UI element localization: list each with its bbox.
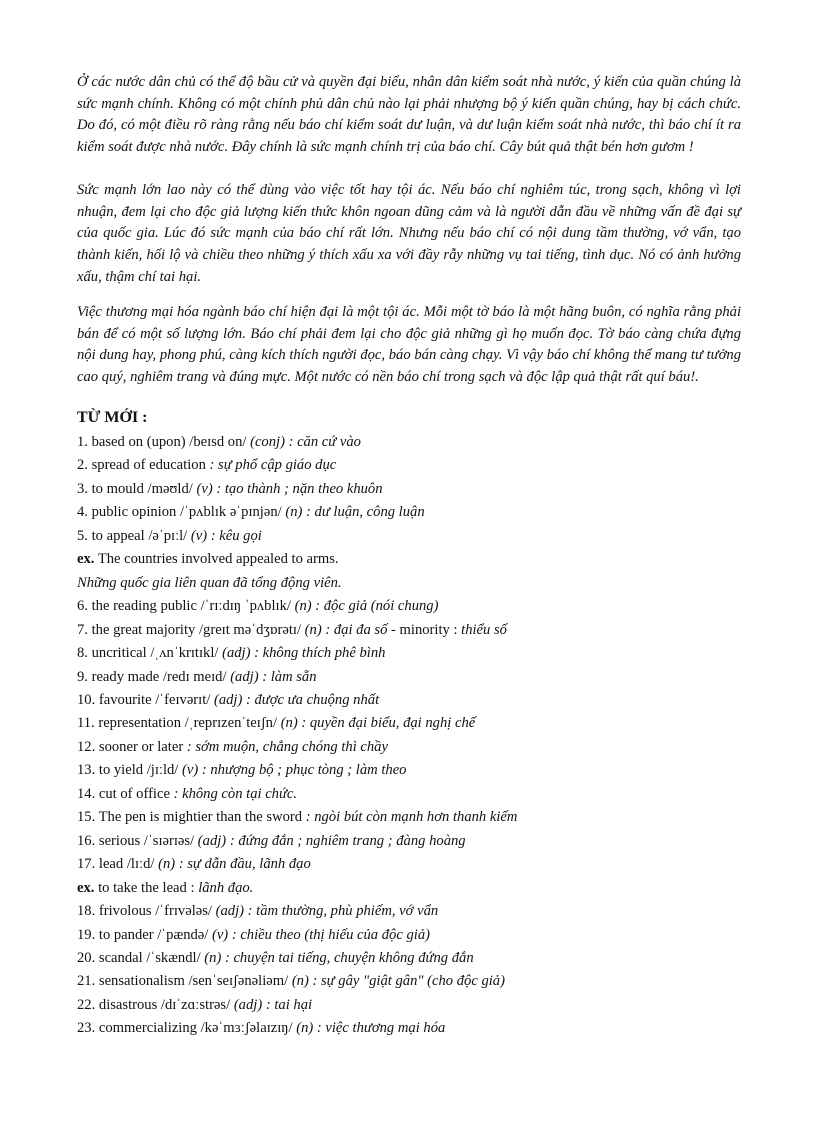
vocab-meaning: (n) : dư luận, công luận: [285, 504, 425, 521]
vocab-term: 6. the reading public /ˈrɪːdɪŋ ˈpʌblɪk/: [77, 598, 295, 615]
example-meaning: Những quốc gia liên quan đã tổng động viên.: [77, 574, 342, 591]
vocab-item: [77, 947, 757, 970]
vocab-meaning: (adj) : không thích phê bình: [222, 645, 386, 662]
vocab-item: [77, 501, 757, 524]
vocab-term: 10. favourite /ˈfeɪvərɪt/: [77, 691, 214, 708]
vocab-item: [77, 689, 757, 712]
vocab-term: 2. spread of education: [77, 457, 210, 474]
vocab-term: 4. public opinion /ˈpʌblɪk əˈpɪnjən/: [77, 504, 286, 521]
vocab-term: 8. uncritical /ˌʌnˈkrɪtɪkl/: [77, 645, 223, 662]
vocab-term: 9. ready made /redɪ meɪd/: [77, 668, 231, 685]
example-sentence: to take the lead :: [94, 879, 199, 896]
vocab-meaning: (v) : nhượng bộ ; phục tòng ; làm theo: [182, 762, 407, 779]
vocab-meaning: (n) : quyền đại biểu, đại nghị chế: [280, 715, 476, 732]
vocab-item: [77, 759, 757, 782]
vocabulary-heading: TỪ MỚI :: [77, 409, 148, 426]
vocab-meaning: : sự phổ cập giáo dục: [209, 457, 337, 474]
vocab-item: [77, 712, 757, 735]
vocab-meaning: : sớm muộn, chẳng chóng thì chầy: [186, 738, 388, 755]
vocab-item: [77, 994, 757, 1017]
vocab-term: 3. to mould /məʊld/: [77, 480, 197, 497]
vocab-term: 21. sensationalism /senˈseɪʃənəliəm/: [77, 973, 292, 990]
vocab-term: 20. scandal /ˈskændl/: [77, 949, 205, 966]
vocab-item: [77, 783, 757, 806]
vocab-meaning: : không còn tại chức.: [173, 785, 298, 802]
vocab-item: [77, 806, 757, 829]
vocab-item: [77, 454, 757, 477]
vocab-item: [77, 1017, 757, 1040]
example-sentence: The countries involved appealed to arms.: [94, 551, 339, 568]
vocab-item: [77, 431, 757, 454]
example-line: [77, 877, 757, 900]
vocab-term: 22. disastrous /dɪˈzɑːstrəs/: [77, 996, 234, 1013]
vocab-item: [77, 478, 757, 501]
vocab-meaning: (v) : chiều theo (thị hiếu của độc giả): [211, 926, 430, 943]
vocab-item: [77, 736, 757, 759]
vocab-term: 23. commercializing /kəˈmɜːʃəlaɪzɪŋ/: [77, 1020, 297, 1037]
vocab-item: [77, 619, 757, 642]
vocab-term: 11. representation /ˌreprɪzenˈteɪʃn/: [77, 715, 281, 732]
vocab-meaning: (n) : độc giả (nói chung): [294, 598, 439, 615]
vocab-term-antonym: - minority :: [387, 621, 462, 638]
vocab-item: [77, 970, 757, 993]
example-meaning: lãnh đạo.: [198, 879, 254, 896]
vocab-meaning: (n) : đại đa số: [304, 621, 388, 638]
vocab-term: 19. to pander /ˈpændə/: [77, 926, 212, 943]
paragraph-power-good-evil: Sức mạnh lớn lao này có thể dùng vào việc tốt hay tội ác. Nếu báo chí nghiêm túc, trong sạch, không vì lợi nhuận, đem lại cho độc giả lượng kiến thức khôn ngoan dũng cảm và là người dẫn đầu về những vấn đề đại sự của quốc gia. Lúc đó sức mạnh của báo chí rất lớn. Nhưng nếu báo chí có nội dung tầm thường, vớ vẩn, tạo thành kiến, hối lộ và chiều theo những ý thích xấu xa với đầy rẫy những vụ tai tiếng, tình dục. Nó có ảnh hưởng xấu, thậm chí tai hại.: [77, 182, 741, 285]
vocab-meaning: (adj) : tai hại: [233, 996, 313, 1013]
vocab-term: 16. serious /ˈsɪərɪəs/: [77, 832, 198, 849]
vocab-item: [77, 924, 757, 947]
paragraph-political-power: Ở các nước dân chủ có thể độ bầu cử và quyền đại biểu, nhân dân kiểm soát nhà nước, ý kiến của quần chúng là sức mạnh chính. Không có một chính phủ dân chủ nào lại phải nhượng bộ ý kiến quần chúng, hay bị cách chức. Do đó, có một điều rõ ràng rằng nếu báo chí kiểm soát dư luận, và dư luận kiểm soát nhà nước, thì báo chí ít ra kiểm soát được nhà nước. Đây chính là sức mạnh chính trị của báo chí. Cây bút quả thật bén hơn gươm !: [77, 74, 741, 156]
vocab-term: 18. frivolous /ˈfrɪvələs/: [77, 903, 216, 920]
vocab-meaning: (n) : việc thương mại hóa: [296, 1020, 446, 1037]
vocab-meaning: (adj) : được ưa chuộng nhất: [213, 691, 380, 708]
vocab-meaning-antonym: thiểu số: [461, 621, 507, 638]
vocab-term: 1. based on (upon) /beɪsd on/: [77, 434, 251, 450]
example-label: ex.: [77, 879, 95, 896]
example-line: [77, 548, 757, 571]
paragraph-commercialization: Việc thương mại hóa ngành báo chí hiện đại là một tội ác. Mỗi một tờ báo là một hãng buôn, có nghĩa rằng phải bán để có một số lượng lớn. Báo chí phải đem lại cho độc giả những gì họ muốn đọc. Tờ báo càng chứa đựng nội dung hay, phong phú, càng kích thích người đọc, báo bán càng chạy. Vì vậy báo chí không thể mang tư tưởng cao quý, nghiêm trang và đúng mực. Một nước có nền báo chí trong sạch và độc lập quả thật rất quí báu!.: [77, 304, 741, 386]
vocab-meaning: (n) : chuyện tai tiếng, chuyện không đứng đắn: [204, 949, 474, 966]
vocab-term: 7. the great majority /greɪt məˈdʒɒrətɪ/: [77, 621, 305, 638]
vocab-term: 15. The pen is mightier than the sword: [77, 809, 306, 826]
example-label: ex.: [77, 551, 95, 568]
vocab-term: 17. lead /lɪːd/: [77, 856, 159, 873]
vocab-item: [77, 830, 757, 853]
vocab-term: 5. to appeal /əˈpɪːl/: [77, 527, 191, 544]
example-translation: [77, 572, 757, 595]
vocab-meaning: (v) : tạo thành ; nặn theo khuôn: [196, 480, 383, 497]
vocab-meaning: (adj) : làm sẵn: [230, 668, 317, 685]
vocab-item: [77, 900, 757, 923]
vocab-item: [77, 525, 757, 548]
vocabulary-list: [77, 431, 757, 1041]
vocab-item: [77, 595, 757, 618]
vocab-item: [77, 642, 757, 665]
vocab-term: 13. to yield /jɪːld/: [77, 762, 182, 779]
vocab-meaning: (n) : sự gây "giật gân" (cho độc giả): [291, 973, 505, 990]
vocab-term: 14. cut of office: [77, 785, 174, 802]
vocab-term: 12. sooner or later: [77, 738, 187, 755]
vocab-meaning: (n) : sự dẫn đầu, lãnh đạo: [158, 856, 311, 873]
vocab-meaning: (conj) : căn cứ vào: [250, 434, 361, 450]
vocab-meaning: (v) : kêu gọi: [190, 527, 262, 544]
vocab-item: [77, 666, 757, 689]
vocab-meaning: (adj) : tầm thường, phù phiếm, vớ vẩn: [215, 903, 439, 920]
vocab-meaning: (adj) : đứng đắn ; nghiêm trang ; đàng hoàng: [197, 832, 466, 849]
vocab-item: [77, 853, 757, 876]
vocab-meaning: : ngòi bút còn mạnh hơn thanh kiếm: [305, 809, 518, 826]
